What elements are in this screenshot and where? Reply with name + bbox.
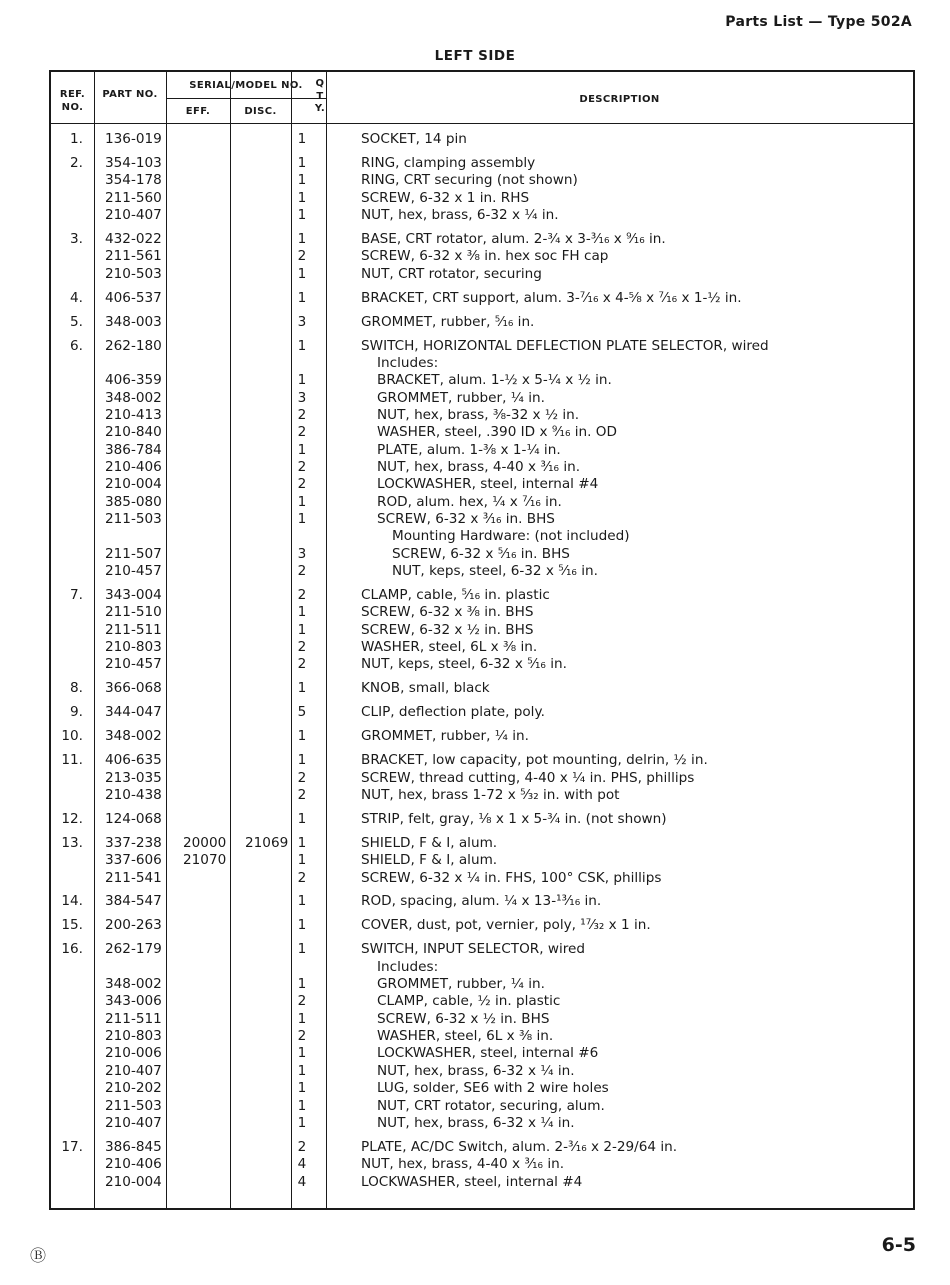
table-row bbox=[51, 1097, 913, 1115]
part-no: 210-406 bbox=[105, 458, 162, 475]
description: CLAMP, cable, ½ in. plastic bbox=[377, 993, 561, 1010]
quantity: 2 bbox=[297, 458, 307, 475]
description: NUT, keps, steel, 6-32 x ⁵⁄₁₆ in. bbox=[361, 656, 567, 673]
footer-mark: Ⓑ bbox=[30, 1246, 47, 1265]
quantity: 1 bbox=[297, 131, 307, 147]
part-no: 386-784 bbox=[105, 441, 162, 458]
quantity: 1 bbox=[297, 207, 307, 223]
table-row bbox=[51, 621, 913, 639]
description: CLIP, deflection plate, poly. bbox=[361, 704, 545, 721]
part-no: 210-407 bbox=[105, 1062, 162, 1079]
description: PLATE, alum. 1-⅜ x 1-¼ in. bbox=[377, 441, 561, 458]
quantity: 1 bbox=[297, 1097, 307, 1114]
part-no: 211-510 bbox=[105, 604, 162, 621]
description: BRACKET, CRT support, alum. 3-⁷⁄₁₆ x 4-⅝ x ⁷⁄₁₆ x 1-½ in. bbox=[361, 289, 742, 306]
table-row bbox=[51, 475, 913, 493]
part-no: 384-547 bbox=[105, 893, 162, 910]
table-row bbox=[51, 247, 913, 265]
ref-no: 16. bbox=[61, 941, 83, 958]
table-row bbox=[51, 1027, 913, 1045]
col-header-qty: Q T Y. bbox=[314, 78, 326, 114]
ref-no: 11. bbox=[61, 752, 83, 769]
part-no: 210-004 bbox=[105, 1173, 162, 1190]
part-no: 406-537 bbox=[105, 289, 162, 306]
quantity: 2 bbox=[297, 248, 307, 265]
quantity: 1 bbox=[297, 441, 307, 458]
part-no: 210-413 bbox=[105, 406, 162, 423]
serial-eff: 20000 bbox=[183, 834, 227, 851]
table-row bbox=[51, 406, 913, 424]
description: GROMMET, rubber, ¼ in. bbox=[377, 976, 545, 993]
quantity: 1 bbox=[297, 1114, 307, 1131]
part-no: 337-606 bbox=[105, 852, 162, 869]
part-no: 385-080 bbox=[105, 493, 162, 510]
part-no: 354-178 bbox=[105, 172, 162, 189]
part-no: 406-359 bbox=[105, 372, 162, 389]
part-no: 343-006 bbox=[105, 993, 162, 1010]
table-row bbox=[51, 1114, 913, 1132]
description: LUG, solder, SE6 with 2 wire holes bbox=[377, 1080, 609, 1097]
quantity: 3 bbox=[297, 313, 307, 330]
table-row bbox=[51, 337, 913, 355]
quantity: 3 bbox=[297, 545, 307, 562]
part-no: 210-407 bbox=[105, 207, 162, 223]
table-row bbox=[51, 527, 913, 545]
col-header-description: DESCRIPTION bbox=[579, 94, 660, 105]
description: STRIP, felt, gray, ⅛ x 1 x 5-¾ in. (not shown) bbox=[361, 810, 667, 827]
part-no: 211-561 bbox=[105, 248, 162, 265]
part-no: 262-179 bbox=[105, 941, 162, 958]
part-no: 210-840 bbox=[105, 424, 162, 441]
quantity: 1 bbox=[297, 189, 307, 206]
table-row bbox=[51, 786, 913, 804]
ref-no: 7. bbox=[70, 587, 83, 603]
part-no: 262-180 bbox=[105, 337, 162, 354]
quantity: 1 bbox=[297, 372, 307, 389]
table-row bbox=[51, 545, 913, 563]
table-row bbox=[51, 458, 913, 476]
table-row bbox=[51, 727, 913, 745]
part-no: 211-511 bbox=[105, 1010, 162, 1027]
description: SHIELD, F & I, alum. bbox=[361, 834, 498, 851]
quantity: 1 bbox=[297, 289, 307, 306]
description: SCREW, 6-32 x ³⁄₁₆ in. BHS bbox=[377, 511, 555, 527]
table-row bbox=[51, 313, 913, 331]
quantity: 2 bbox=[297, 406, 307, 423]
quantity: 1 bbox=[297, 1010, 307, 1027]
quantity: 1 bbox=[297, 834, 307, 851]
part-no: 200-263 bbox=[105, 917, 162, 934]
table-row bbox=[51, 230, 913, 248]
ref-no: 6. bbox=[70, 337, 83, 354]
description: NUT, hex, brass, 4-40 x ³⁄₁₆ in. bbox=[377, 458, 581, 475]
description: ROD, spacing, alum. ¼ x 13-¹³⁄₁₆ in. bbox=[361, 893, 602, 910]
description: SCREW, 6-32 x ¼ in. FHS, 100° CSK, phillips bbox=[361, 869, 662, 886]
quantity: 2 bbox=[297, 656, 307, 673]
quantity: 1 bbox=[297, 893, 307, 910]
description: CLAMP, cable, ⁵⁄₁₆ in. plastic bbox=[361, 587, 550, 603]
description: BASE, CRT rotator, alum. 2-¾ x 3-³⁄₁₆ x ⁹⁄₁₆ in. bbox=[361, 230, 666, 247]
header-rule bbox=[51, 123, 913, 124]
description: SCREW, 6-32 x ½ in. BHS bbox=[361, 621, 534, 638]
table-row bbox=[51, 769, 913, 787]
quantity: 2 bbox=[297, 993, 307, 1010]
description: WASHER, steel, .390 ID x ⁹⁄₁₆ in. OD bbox=[377, 424, 617, 441]
part-no: 210-503 bbox=[105, 265, 162, 282]
table-row bbox=[51, 171, 913, 189]
table-row bbox=[51, 1062, 913, 1080]
ref-no: 9. bbox=[70, 704, 83, 721]
description: NUT, hex, brass, ⅜-32 x ½ in. bbox=[377, 406, 580, 423]
quantity: 2 bbox=[297, 476, 307, 493]
ref-no: 12. bbox=[61, 810, 83, 827]
part-no: 136-019 bbox=[105, 131, 162, 147]
table-row bbox=[51, 834, 913, 852]
part-no: 210-803 bbox=[105, 1028, 162, 1045]
part-no: 124-068 bbox=[105, 810, 162, 827]
table-row bbox=[51, 638, 913, 656]
table-row bbox=[51, 916, 913, 934]
ref-no: 5. bbox=[70, 313, 83, 330]
table-row bbox=[51, 1155, 913, 1173]
table-row bbox=[51, 389, 913, 407]
part-no: 354-103 bbox=[105, 154, 162, 171]
part-no: 210-202 bbox=[105, 1080, 162, 1097]
section-title: LEFT SIDE bbox=[434, 48, 516, 64]
part-no: 210-407 bbox=[105, 1114, 162, 1131]
table-row bbox=[51, 958, 913, 976]
part-no: 337-238 bbox=[105, 834, 162, 851]
description: SWITCH, INPUT SELECTOR, wired bbox=[361, 941, 586, 958]
part-no: 343-004 bbox=[105, 587, 162, 603]
quantity: 1 bbox=[297, 917, 307, 934]
col-header-part: PART NO. bbox=[102, 89, 158, 100]
part-no: 386-845 bbox=[105, 1138, 162, 1155]
page-number: 6-5 bbox=[881, 1234, 916, 1256]
table-row bbox=[51, 1138, 913, 1156]
table-row bbox=[51, 869, 913, 887]
description: KNOB, small, black bbox=[361, 680, 490, 697]
serial-eff: 21070 bbox=[183, 852, 227, 869]
table-row bbox=[51, 354, 913, 372]
part-no: 210-406 bbox=[105, 1156, 162, 1173]
description: PLATE, AC/DC Switch, alum. 2-³⁄₁₆ x 2-29/64 in. bbox=[361, 1138, 678, 1155]
table-row bbox=[51, 1010, 913, 1028]
table-row bbox=[51, 423, 913, 441]
quantity: 2 bbox=[297, 639, 307, 656]
quantity: 1 bbox=[297, 1062, 307, 1079]
part-no: 344-047 bbox=[105, 704, 162, 721]
description: NUT, hex, brass, 6-32 x ¼ in. bbox=[361, 207, 559, 223]
col-header-ref: REF. NO. bbox=[59, 89, 86, 113]
quantity: 1 bbox=[297, 810, 307, 827]
description: GROMMET, rubber, ⁵⁄₁₆ in. bbox=[361, 313, 535, 330]
quantity: 1 bbox=[297, 493, 307, 510]
col-header-eff: EFF. bbox=[185, 106, 211, 117]
part-no: 432-022 bbox=[105, 230, 162, 247]
parts-table bbox=[49, 70, 915, 1210]
quantity: 1 bbox=[297, 172, 307, 189]
quantity: 2 bbox=[297, 1028, 307, 1045]
description: LOCKWASHER, steel, internal #4 bbox=[377, 476, 599, 493]
table-row bbox=[51, 655, 913, 673]
description: BRACKET, low capacity, pot mounting, delrin, ½ in. bbox=[361, 752, 708, 769]
description: WASHER, steel, 6L x ⅜ in. bbox=[377, 1028, 554, 1045]
description: SWITCH, HORIZONTAL DEFLECTION PLATE SELECTOR, wired bbox=[361, 337, 769, 354]
quantity: 5 bbox=[297, 704, 307, 721]
table-row bbox=[51, 851, 913, 869]
quantity: 1 bbox=[297, 265, 307, 282]
description: SHIELD, F & I, alum. bbox=[361, 852, 498, 869]
description: NUT, hex, brass 1-72 x ⁵⁄₃₂ in. with pot bbox=[361, 786, 620, 803]
quantity: 1 bbox=[297, 680, 307, 697]
description: BRACKET, alum. 1-½ x 5-¼ x ½ in. bbox=[377, 372, 612, 389]
description: LOCKWASHER, steel, internal #6 bbox=[377, 1045, 599, 1062]
quantity: 4 bbox=[297, 1173, 307, 1190]
table-row bbox=[51, 586, 913, 604]
table-row bbox=[51, 493, 913, 511]
part-no: 211-507 bbox=[105, 545, 162, 562]
ref-no: 15. bbox=[61, 917, 83, 934]
quantity: 1 bbox=[297, 230, 307, 247]
quantity: 1 bbox=[297, 728, 307, 745]
quantity: 2 bbox=[297, 769, 307, 786]
table-row bbox=[51, 751, 913, 769]
part-no: 210-006 bbox=[105, 1045, 162, 1062]
part-no: 406-635 bbox=[105, 752, 162, 769]
table-row bbox=[51, 975, 913, 993]
description: GROMMET, rubber, ¼ in. bbox=[361, 728, 529, 745]
description: GROMMET, rubber, ¼ in. bbox=[377, 389, 545, 406]
quantity: 1 bbox=[297, 621, 307, 638]
part-no: 210-457 bbox=[105, 656, 162, 673]
table-row bbox=[51, 1044, 913, 1062]
description: WASHER, steel, 6L x ⅜ in. bbox=[361, 639, 538, 656]
table-row bbox=[51, 371, 913, 389]
part-no: 210-803 bbox=[105, 639, 162, 656]
table-row bbox=[51, 703, 913, 721]
description: Includes: bbox=[377, 958, 439, 975]
part-no: 211-511 bbox=[105, 621, 162, 638]
ref-no: 3. bbox=[70, 230, 83, 247]
part-no: 213-035 bbox=[105, 769, 162, 786]
description: SCREW, thread cutting, 4-40 x ¼ in. PHS, phillips bbox=[361, 769, 695, 786]
table-row bbox=[51, 441, 913, 459]
ref-no: 8. bbox=[70, 680, 83, 697]
quantity: 1 bbox=[297, 154, 307, 171]
quantity: 1 bbox=[297, 1045, 307, 1062]
description: SCREW, 6-32 x ⅜ in. hex soc FH cap bbox=[361, 248, 609, 265]
table-row bbox=[51, 289, 913, 307]
part-no: 211-560 bbox=[105, 189, 162, 206]
table-row bbox=[51, 992, 913, 1010]
quantity: 1 bbox=[297, 752, 307, 769]
quantity: 2 bbox=[297, 563, 307, 580]
serial-disc: 21069 bbox=[245, 834, 289, 851]
table-row bbox=[51, 1079, 913, 1097]
col-header-serial: SERIAL/MODEL NO. bbox=[189, 80, 303, 91]
description: ROD, alum. hex, ¼ x ⁷⁄₁₆ in. bbox=[377, 493, 562, 510]
table-row bbox=[51, 1173, 913, 1191]
quantity: 1 bbox=[297, 1080, 307, 1097]
quantity: 2 bbox=[297, 869, 307, 886]
description: NUT, hex, brass, 4-40 x ³⁄₁₆ in. bbox=[361, 1156, 565, 1173]
quantity: 1 bbox=[297, 852, 307, 869]
part-no: 348-002 bbox=[105, 728, 162, 745]
quantity: 1 bbox=[297, 337, 307, 354]
table-row bbox=[51, 206, 913, 224]
quantity: 1 bbox=[297, 604, 307, 621]
table-row bbox=[51, 810, 913, 828]
description: SCREW, 6-32 x 1 in. RHS bbox=[361, 189, 530, 206]
table-row bbox=[51, 130, 913, 148]
running-title: Parts List — Type 502A bbox=[725, 14, 912, 30]
part-no: 211-503 bbox=[105, 1097, 162, 1114]
table-row bbox=[51, 189, 913, 207]
description: Includes: bbox=[377, 354, 439, 371]
description: Mounting Hardware: (not included) bbox=[392, 528, 630, 545]
ref-no: 1. bbox=[70, 131, 83, 147]
description: RING, clamping assembly bbox=[361, 154, 536, 171]
ref-no: 14. bbox=[61, 893, 83, 910]
ref-no: 10. bbox=[61, 728, 83, 745]
table-row bbox=[51, 603, 913, 621]
description: NUT, hex, brass, 6-32 x ¼ in. bbox=[377, 1062, 575, 1079]
quantity: 2 bbox=[297, 424, 307, 441]
description: SCREW, 6-32 x ⁵⁄₁₆ in. BHS bbox=[392, 545, 570, 562]
part-no: 211-541 bbox=[105, 869, 162, 886]
description: SCREW, 6-32 x ½ in. BHS bbox=[377, 1010, 550, 1027]
quantity: 1 bbox=[297, 976, 307, 993]
part-no: 210-457 bbox=[105, 563, 162, 580]
description: NUT, hex, brass, 6-32 x ¼ in. bbox=[377, 1114, 575, 1131]
quantity: 1 bbox=[297, 511, 307, 527]
description: NUT, CRT rotator, securing, alum. bbox=[377, 1097, 605, 1114]
part-no: 366-068 bbox=[105, 680, 162, 697]
table-row bbox=[51, 265, 913, 283]
description: NUT, keps, steel, 6-32 x ⁵⁄₁₆ in. bbox=[392, 563, 598, 580]
part-no: 210-438 bbox=[105, 786, 162, 803]
serial-subrule bbox=[166, 98, 326, 99]
part-no: 348-003 bbox=[105, 313, 162, 330]
quantity: 1 bbox=[297, 941, 307, 958]
ref-no: 17. bbox=[61, 1138, 83, 1155]
description: RING, CRT securing (not shown) bbox=[361, 172, 578, 189]
quantity: 2 bbox=[297, 587, 307, 603]
col-header-disc: DISC. bbox=[244, 106, 277, 117]
description: SOCKET, 14 pin bbox=[361, 131, 467, 147]
quantity: 4 bbox=[297, 1156, 307, 1173]
ref-no: 4. bbox=[70, 289, 83, 306]
part-no: 348-002 bbox=[105, 389, 162, 406]
table-row bbox=[51, 679, 913, 697]
part-no: 348-002 bbox=[105, 976, 162, 993]
ref-no: 13. bbox=[61, 834, 83, 851]
ref-no: 2. bbox=[70, 154, 83, 171]
quantity: 2 bbox=[297, 1138, 307, 1155]
table-row bbox=[51, 510, 913, 528]
description: NUT, CRT rotator, securing bbox=[361, 265, 542, 282]
table-row bbox=[51, 562, 913, 580]
description: COVER, dust, pot, vernier, poly, ¹⁷⁄₃₂ x 1 in. bbox=[361, 917, 651, 934]
table-row bbox=[51, 892, 913, 910]
quantity: 2 bbox=[297, 786, 307, 803]
description: LOCKWASHER, steel, internal #4 bbox=[361, 1173, 583, 1190]
description: SCREW, 6-32 x ⅜ in. BHS bbox=[361, 604, 534, 621]
table-row bbox=[51, 940, 913, 958]
quantity: 3 bbox=[297, 389, 307, 406]
table-row bbox=[51, 154, 913, 172]
part-no: 211-503 bbox=[105, 511, 162, 527]
part-no: 210-004 bbox=[105, 476, 162, 493]
